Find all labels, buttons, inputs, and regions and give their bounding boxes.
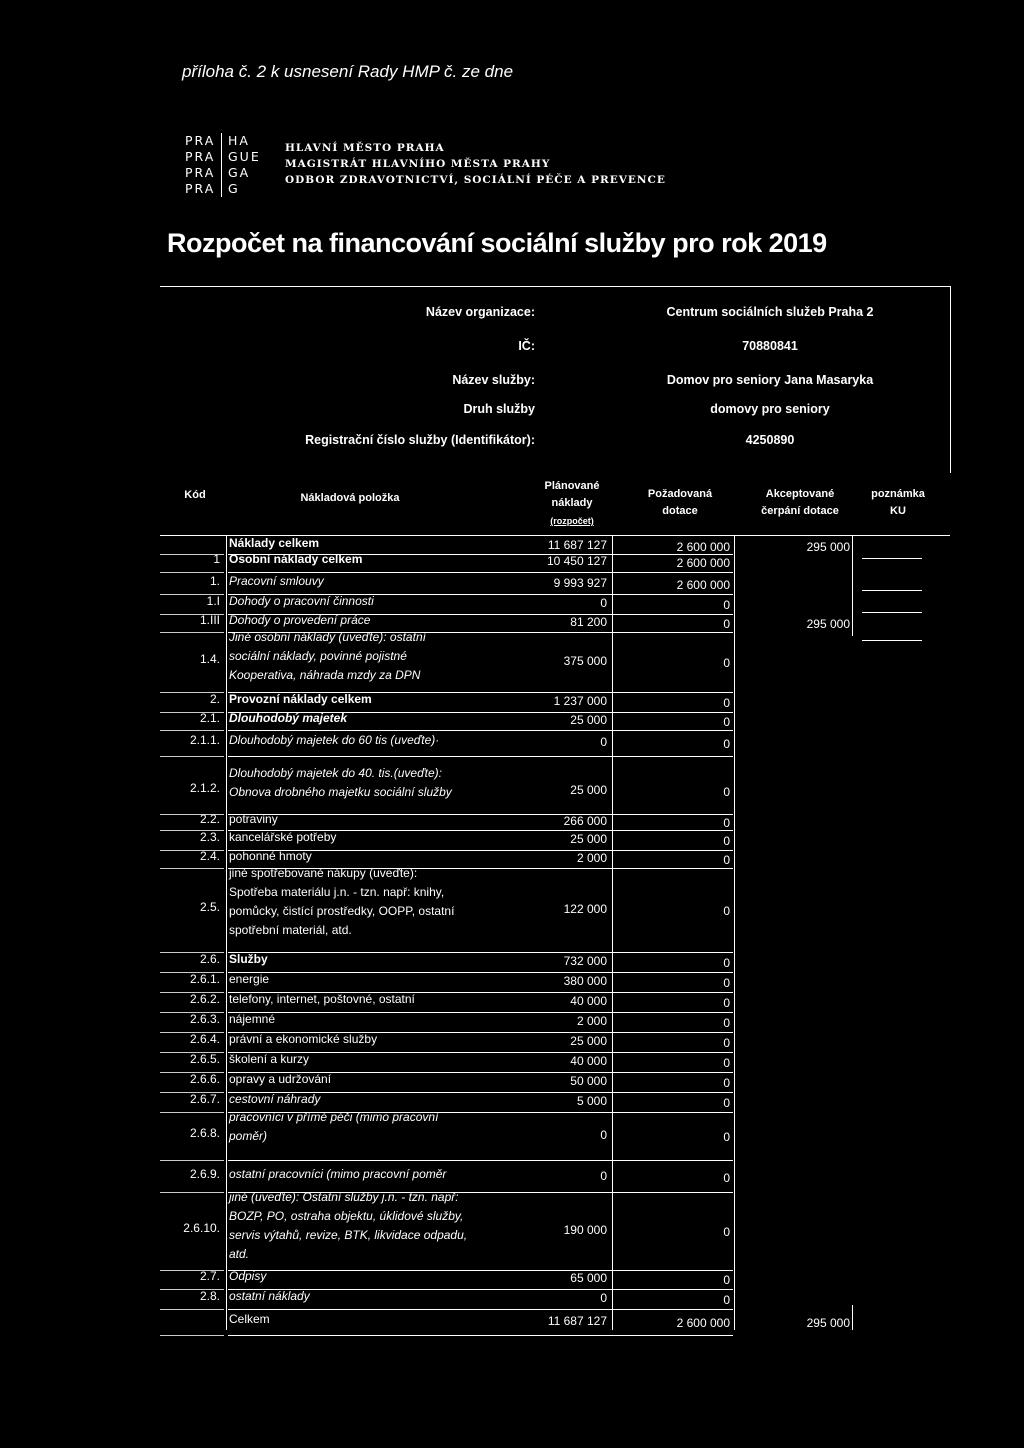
row-requested: 0 (723, 656, 730, 670)
row-requested: 0 (723, 816, 730, 830)
row-code: 2.6.1. (189, 972, 220, 986)
row-item-text: školení a kurzy (229, 1052, 310, 1066)
table-divider (228, 1270, 733, 1271)
row-planned: 40 000 (570, 994, 607, 1008)
row-code: 1.4. (199, 652, 220, 666)
row-code: 2.6.6. (189, 1072, 220, 1086)
table-divider (228, 952, 733, 953)
row-planned: 9 993 927 (553, 576, 607, 590)
page-title: Rozpočet na financování sociální služby pro rok 2019 (167, 228, 827, 258)
table-divider (228, 972, 733, 973)
row-item-text: Osobní náklady celkem (229, 552, 363, 566)
table-divider (160, 632, 224, 633)
col-header-planned-sub: (rozpočet) (550, 516, 594, 526)
row-code: 2.6.3. (189, 1012, 220, 1026)
row-item-text: jiné (uveďte): Ostatní služby j.n. - tzn. např: (229, 1190, 459, 1204)
col-header-planned: Plánované náklady (544, 480, 600, 509)
row-item-text: Dlouhodobý majetek do 60 tis (uveďte)· (229, 733, 440, 747)
row-code: 1.I (206, 594, 220, 608)
prague-logo (185, 133, 261, 197)
logo-text: GA (221, 165, 250, 181)
logo-text: GUE (221, 149, 261, 165)
row-code: 2.2. (199, 812, 220, 826)
table-divider (160, 868, 224, 869)
dept-line: ODBOR ZDRAVOTNICTVÍ, SOCIÁLNÍ PÉČE A PREVENCE (285, 174, 666, 186)
row-planned: 266 000 (563, 814, 607, 828)
row-item-text: jiné spotřebované nákupy (uveďte): (229, 866, 418, 880)
row-planned: 732 000 (563, 954, 607, 968)
row-planned: 1 237 000 (553, 694, 607, 708)
table-divider (228, 1012, 733, 1013)
table-divider (862, 558, 922, 559)
table-divider (160, 1112, 224, 1113)
logo-text: G (221, 181, 240, 197)
table-divider (160, 1335, 224, 1336)
row-item-text: pohonné hmoty (229, 849, 312, 863)
row-planned: 5 000 (576, 1094, 607, 1108)
table-divider (612, 536, 613, 1330)
row-accepted: 295 000 (806, 617, 850, 631)
dept-line: MAGISTRÁT HLAVNÍHO MĚSTA PRAHY (285, 158, 551, 170)
department-block (285, 140, 666, 188)
table-divider (228, 1160, 733, 1161)
table-divider (852, 1305, 853, 1330)
row-planned: 11 687 127 (547, 538, 607, 552)
row-item-text: pomůcky, čistící prostředky, OOPP, ostatní (229, 904, 455, 918)
row-item-text: ostatní pracovníci (mimo pracovní poměr (229, 1167, 447, 1181)
row-requested: 0 (723, 785, 730, 799)
row-item-text: opravy a udržování (229, 1072, 332, 1086)
col-header-accepted: Akceptované čerpání dotace (761, 488, 839, 517)
row-code: 1. (209, 574, 220, 588)
row-requested: 0 (723, 696, 730, 710)
row-planned: 2 000 (576, 851, 607, 865)
row-accepted: 295 000 (806, 540, 850, 554)
row-requested: 0 (723, 1273, 730, 1287)
table-divider (862, 640, 922, 641)
table-divider (160, 572, 224, 573)
row-item-text: Kooperativa, náhrada mzdy za DPN (229, 668, 421, 682)
row-item-text: Spotřeba materiálu j.n. - tzn. např: knihy, (229, 885, 445, 899)
row-item-text: Dohody o pracovní činnosti (229, 594, 374, 608)
row-item-text: Provozní náklady celkem (229, 692, 372, 706)
row-item-text: atd. (229, 1247, 250, 1261)
attachment-note: příloha č. 2 k usnesení Rady HMP č. ze dne (182, 62, 514, 81)
logo-text: PRA (185, 165, 216, 180)
row-requested: 0 (723, 996, 730, 1010)
row-item-text: BOZP, PO, ostraha objektu, úklidové služby, (229, 1209, 464, 1223)
row-requested: 0 (723, 1130, 730, 1144)
row-code: 2.5. (199, 900, 220, 914)
row-item-text: energie (229, 972, 270, 986)
info-box (160, 286, 951, 473)
col-header-note: poznámka KU (871, 488, 925, 517)
row-requested: 0 (723, 1056, 730, 1070)
row-item-text: Dohody o provedení práce (229, 613, 371, 627)
row-planned: 81 200 (570, 615, 607, 629)
row-item-text: nájemné (229, 1012, 276, 1026)
row-planned: 25 000 (570, 713, 607, 727)
info-value: domovy pro seniory (710, 402, 830, 416)
row-planned: 2 000 (576, 1014, 607, 1028)
table-divider (226, 536, 227, 1330)
row-code: 2.6. (199, 952, 220, 966)
row-planned: 190 000 (563, 1223, 607, 1237)
table-divider (160, 1309, 224, 1310)
row-requested: 0 (723, 715, 730, 729)
row-planned: 375 000 (563, 654, 607, 668)
col-header-code: Kód (184, 489, 206, 501)
row-item-text: kancelářské potřeby (229, 830, 337, 844)
row-requested: 0 (723, 598, 730, 612)
row-requested: 2 600 000 (676, 1316, 730, 1330)
row-requested: 2 600 000 (676, 578, 730, 592)
row-code: 2. (209, 692, 220, 706)
row-requested: 0 (723, 617, 730, 631)
info-label: Název organizace: (425, 305, 535, 319)
row-code: 2.6.5. (189, 1052, 220, 1066)
row-requested: 0 (723, 976, 730, 990)
row-code: 2.7. (199, 1269, 220, 1283)
row-requested: 2 600 000 (676, 540, 730, 554)
row-item-text: Dlouhodobý majetek do 40. tis.(uveďte): (229, 766, 442, 780)
row-planned: 0 (600, 735, 607, 749)
row-item-text: Náklady celkem (229, 536, 320, 550)
row-item-text: spotřební materiál, atd. (229, 923, 352, 937)
row-requested: 0 (723, 1293, 730, 1307)
row-item-text: Dlouhodobý majetek (229, 711, 348, 725)
row-requested: 0 (723, 1171, 730, 1185)
row-code: 2.6.2. (189, 992, 220, 1006)
info-label: Druh služby (463, 402, 535, 416)
row-planned: 0 (600, 1169, 607, 1183)
row-planned: 25 000 (570, 783, 607, 797)
row-code: 2.6.4. (189, 1032, 220, 1046)
row-code: 2.6.8. (189, 1126, 220, 1140)
col-header-item: Nákladová položka (300, 492, 400, 504)
info-value: Domov pro seniory Jana Masaryka (666, 373, 874, 387)
row-code: 2.1.1. (189, 733, 220, 747)
table-divider (228, 756, 733, 757)
row-code: 1.III (199, 613, 220, 627)
row-item-text: ostatní náklady (229, 1289, 310, 1303)
row-planned: 65 000 (570, 1271, 607, 1285)
table-divider (862, 590, 922, 591)
row-accepted: 295 000 (806, 1316, 850, 1330)
row-requested: 0 (723, 834, 730, 848)
row-planned: 0 (600, 1291, 607, 1305)
row-item-text: Obnova drobného majetku sociální služby (229, 785, 452, 799)
row-planned: 0 (600, 1128, 607, 1142)
row-planned: 25 000 (570, 1034, 607, 1048)
row-item-text: Celkem (229, 1312, 270, 1326)
row-item-text: Jiné osobní náklady (uveďte): ostatní (229, 630, 426, 644)
table-divider (160, 1160, 224, 1161)
row-requested: 2 600 000 (676, 556, 730, 570)
row-requested: 0 (723, 1036, 730, 1050)
logo-text: HA (221, 133, 250, 149)
row-code: 2.6.7. (189, 1092, 220, 1106)
dept-line: HLAVNÍ MĚSTO PRAHA (285, 142, 445, 154)
row-code: 2.4. (199, 849, 220, 863)
row-item-text: potraviny (229, 812, 278, 826)
row-requested: 0 (723, 853, 730, 867)
table-divider (228, 814, 733, 815)
info-label: Název služby: (452, 373, 535, 387)
row-item-text: právní a ekonomické služby (229, 1032, 378, 1046)
row-requested: 0 (723, 956, 730, 970)
info-value: Centrum sociálních služeb Praha 2 (666, 305, 874, 319)
row-item-text: Odpisy (229, 1269, 267, 1283)
table-divider (734, 536, 735, 1330)
table-divider (862, 612, 922, 613)
row-code: 2.1. (199, 711, 220, 725)
row-item-text: sociální náklady, povinné pojistné (229, 649, 407, 663)
table-divider (228, 1335, 733, 1336)
row-item-text: servis výtahů, revize, BTK, likvidace odpadu, (229, 1228, 468, 1242)
row-requested: 0 (723, 1096, 730, 1110)
info-value: 4250890 (745, 433, 795, 447)
row-item-text: Služby (229, 952, 268, 966)
table-divider (160, 756, 224, 757)
row-code: 2.6.9. (189, 1167, 220, 1181)
row-code: 2.1.2. (189, 781, 220, 795)
table-divider (852, 536, 853, 636)
row-planned: 122 000 (563, 902, 607, 916)
row-item-text: Pracovní smlouvy (229, 574, 324, 588)
row-planned: 0 (600, 596, 607, 610)
row-planned: 25 000 (570, 832, 607, 846)
row-code: 2.6.10. (183, 1221, 220, 1235)
table-divider (228, 572, 733, 573)
row-requested: 0 (723, 904, 730, 918)
row-item-text: cestovní náhrady (229, 1092, 321, 1106)
row-planned: 10 450 127 (546, 554, 607, 568)
row-requested: 0 (723, 1225, 730, 1239)
table-divider (160, 730, 224, 731)
row-code: 1 (213, 552, 220, 566)
logo-text: PRA (185, 133, 216, 148)
logo-text: PRA (185, 181, 216, 196)
table-divider (160, 1192, 224, 1193)
logo-text: PRA (185, 149, 216, 164)
info-value: 70880841 (742, 339, 798, 353)
row-planned: 50 000 (570, 1074, 607, 1088)
table-divider (228, 1309, 733, 1310)
row-code: 2.8. (199, 1289, 220, 1303)
row-planned: 380 000 (563, 974, 607, 988)
row-item-text: telefony, internet, poštovné, ostatní (229, 992, 415, 1006)
row-requested: 0 (723, 737, 730, 751)
row-code: 2.3. (199, 830, 220, 844)
row-planned: 11 687 127 (547, 1314, 607, 1328)
row-requested: 0 (723, 1016, 730, 1030)
info-label: IČ: (518, 339, 535, 353)
col-header-requested: Požadovaná dotace (647, 488, 713, 517)
table-divider (228, 730, 733, 731)
row-item-text: pracovníci v přímé péči (mimo pracovní (229, 1110, 439, 1124)
row-planned: 40 000 (570, 1054, 607, 1068)
row-requested: 0 (723, 1076, 730, 1090)
info-label: Registrační číslo služby (Identifikátor): (305, 433, 535, 447)
row-item-text: poměr) (229, 1129, 268, 1143)
